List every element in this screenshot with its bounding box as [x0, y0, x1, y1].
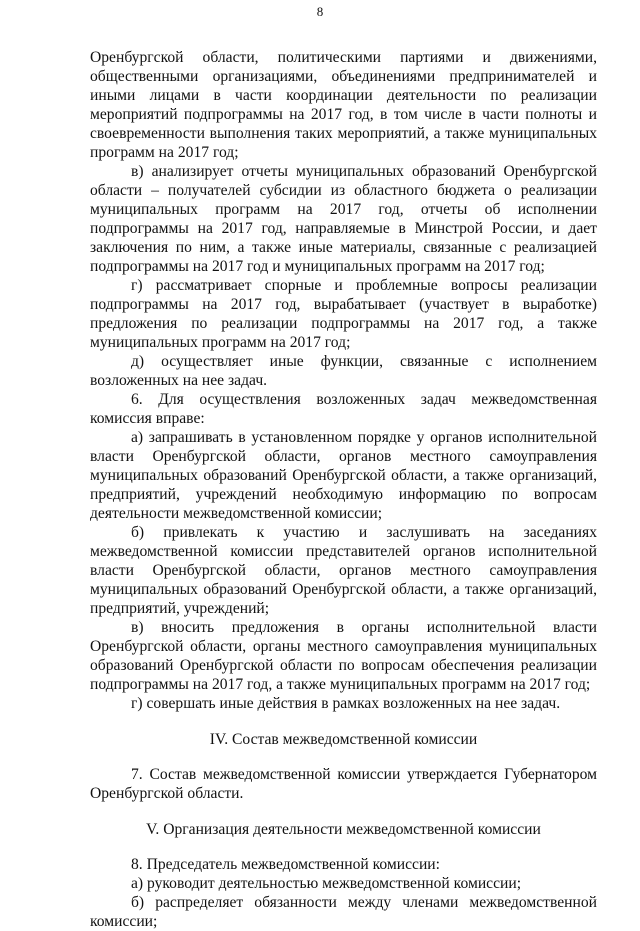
- page-number: 8: [316, 4, 324, 19]
- paragraph-item-v: в) анализирует отчеты муниципальных образований Оренбургской области – получателей субсидии из областного бюджета о реализации муниципальных программ на 2017 год, отчеты об исполнении подпрограммы на 2017 год, направляемые в Минстрой России, и дает заключения по ним, а также иные материалы, связанные с реализацией подпрограммы на 2017 год и муниципальных программ на 2017 год;: [90, 163, 597, 275]
- paragraph-item-g: г) рассматривает спорные и проблемные вопросы реализации подпрограммы на 2017 год, вырабатывает (участвует в выработке) предложения по реализации подпрограммы на 2017 год, а также муниципальных программ на 2017 год;: [90, 277, 597, 351]
- paragraph-clause-6-a: а) запрашивать в установленном порядке у органов исполнительной власти Оренбургской области, органов местного самоуправления муниципальных образований Оренбургской области, а также организаций, предприятий, учреждений необходимую информацию по вопросам деятельности межведомственной комиссии;: [90, 429, 597, 522]
- paragraph-clause-6-v: в) вносить предложения в органы исполнительной власти Оренбургской области, органы местного самоуправления муниципальных образований Оренбургской области по вопросам обеспечения реализации подпрограммы на 2017 год, а также муниципальных программ на 2017 год;: [90, 619, 597, 693]
- paragraph-clause-6-b: б) привлекать к участию и заслушивать на заседаниях межведомственной комиссии представителей органов исполнительной власти Оренбургской области, органов местного самоуправления муниципальных образований Оренбургской области, а также организаций, предприятий, учреждений;: [90, 524, 597, 617]
- paragraph-clause-8-a: а) руководит деятельностью межведомственной комиссии;: [131, 875, 522, 892]
- paragraph-clause-8: 8. Председатель межведомственной комиссии:: [131, 856, 440, 873]
- paragraph-clause-8-b: б) распределяет обязанности между членами межведомственной комиссии;: [90, 894, 597, 930]
- document-body: [90, 48, 597, 931]
- paragraph-clause-7: 7. Состав межведомственной комиссии утверждается Губернатором Оренбургской области.: [90, 766, 597, 802]
- paragraph-clause-6: 6. Для осуществления возложенных задач межведомственная комиссия вправе:: [90, 391, 597, 427]
- section-heading-iv: IV. Состав межведомственной комиссии: [209, 731, 478, 748]
- paragraph-item-d: д) осуществляет иные функции, связанные с исполнением возложенных на нее задач.: [90, 353, 597, 389]
- paragraph-continuation: Оренбургской области, политическими партиями и движениями, общественными организациями, объединениями предпринимателей и иными лицами в части координации деятельности по реализации мероприятий подпрограммы на 2017 год, в том числе в части полноты и своевременности выполнения таких мероприятий, а также муниципальных программ на 2017 год;: [90, 49, 597, 161]
- paragraph-clause-6-g: г) совершать иные действия в рамках возложенных на нее задач.: [131, 695, 561, 712]
- section-heading-v: V. Организация деятельности межведомственной комиссии: [146, 821, 541, 838]
